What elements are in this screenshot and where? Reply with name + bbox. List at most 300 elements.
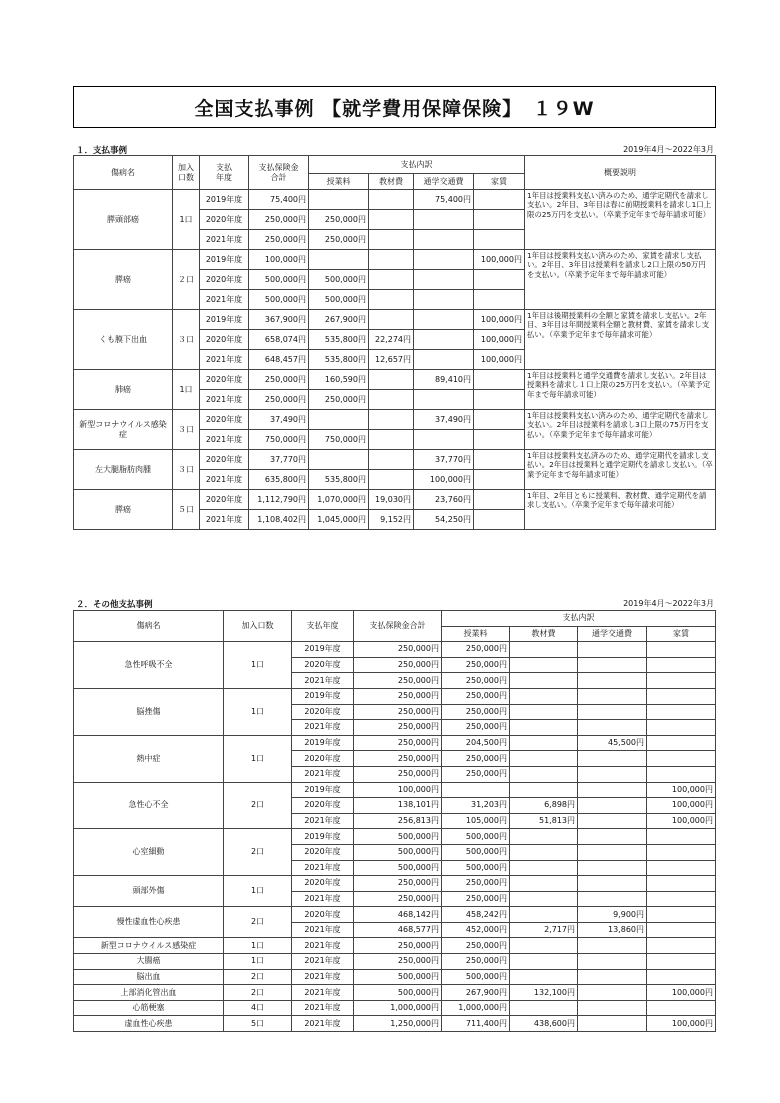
rent-value [647, 1000, 716, 1016]
materials-value [510, 844, 578, 860]
section1-period: 2019年4月～2022年3月 [623, 145, 714, 154]
units-value: 2口 [224, 907, 292, 938]
materials-value: 12,657円 [369, 350, 414, 370]
year-value: 2020年度 [200, 490, 249, 510]
tuition-value: 250,000円 [442, 938, 510, 954]
rent-value [474, 210, 525, 230]
tuition-value: 250,000円 [309, 210, 369, 230]
disease-name: 新型コロナウイルス感染症 [74, 938, 224, 954]
year-value: 2021年度 [292, 860, 354, 876]
year-value: 2021年度 [292, 720, 354, 736]
section2-period: 2019年4月～2022年3月 [623, 599, 714, 608]
year-value: 2019年度 [200, 310, 249, 330]
units-value: ３口 [173, 310, 200, 370]
summary-note: 1年目は授業料支払い済みのため、通学定期代を請求し支払い。2年目は授業料を請求し3口上限の75万円を支払い。（卒業予定年まで毎年請求可能） [525, 410, 716, 450]
disease-name: 心室細動 [74, 829, 224, 876]
commute-value [578, 954, 647, 970]
rent-value: 100,000円 [647, 798, 716, 814]
commute-value [414, 270, 474, 290]
total-value: 100,000円 [249, 250, 309, 270]
year-value: 2021年度 [292, 922, 354, 938]
rent-value [474, 370, 525, 390]
rent-value: 100,000円 [474, 350, 525, 370]
col-tuition-header: 授業料 [442, 626, 510, 642]
materials-value [510, 735, 578, 751]
materials-value [369, 210, 414, 230]
disease-name: 心筋梗塞 [74, 1000, 224, 1016]
total-value: 138,101円 [354, 798, 442, 814]
materials-value [510, 704, 578, 720]
rent-value [647, 938, 716, 954]
units-value: 1口 [173, 190, 200, 250]
summary-note: 1年目、2年目ともに授業料、教材費、通学定期代を請求し支払い。（卒業予定年まで毎年請求可能） [525, 490, 716, 530]
rent-value [647, 766, 716, 782]
col-rent-header: 家賃 [647, 626, 716, 642]
units-value: 1口 [224, 735, 292, 782]
tuition-value: 500,000円 [442, 829, 510, 845]
materials-value [510, 954, 578, 970]
total-value: 1,000,000円 [354, 1000, 442, 1016]
year-value: 2020年度 [292, 844, 354, 860]
units-value: 2口 [224, 829, 292, 876]
commute-value: 9,900円 [578, 907, 647, 923]
rent-value [474, 430, 525, 450]
materials-value [369, 230, 414, 250]
year-value: 2019年度 [200, 190, 249, 210]
units-value: 2口 [224, 782, 292, 829]
total-value: 648,457円 [249, 350, 309, 370]
year-value: 2019年度 [292, 735, 354, 751]
rent-value [474, 270, 525, 290]
total-value: 250,000円 [354, 938, 442, 954]
total-value: 250,000円 [354, 766, 442, 782]
disease-name: 熱中症 [74, 735, 224, 782]
materials-value: 2,717円 [510, 922, 578, 938]
col-summary-header: 概要説明 [525, 156, 716, 190]
commute-value [578, 1000, 647, 1016]
commute-value [414, 390, 474, 410]
table-row [74, 450, 716, 470]
col-materials-header: 教材費 [369, 174, 414, 190]
total-value: 250,000円 [354, 720, 442, 736]
units-value: 1口 [224, 954, 292, 970]
col-total-header: 支払保険金合計 [354, 611, 442, 642]
tuition-value: 458,242円 [442, 907, 510, 923]
rent-value [647, 751, 716, 767]
tuition-value: 452,000円 [442, 922, 510, 938]
disease-name: 上部消化管出血 [74, 985, 224, 1001]
year-value: 2020年度 [200, 330, 249, 350]
year-value: 2020年度 [292, 798, 354, 814]
tuition-value: 250,000円 [442, 954, 510, 970]
tuition-value: 500,000円 [442, 969, 510, 985]
col-materials-header: 教材費 [510, 626, 578, 642]
rent-value [647, 720, 716, 736]
tuition-value: 160,590円 [309, 370, 369, 390]
commute-value [578, 969, 647, 985]
commute-value [414, 290, 474, 310]
rent-value: 100,000円 [647, 782, 716, 798]
table-row [74, 954, 716, 970]
units-value: ５口 [173, 490, 200, 530]
materials-value [510, 891, 578, 907]
units-value: 1口 [224, 938, 292, 954]
commute-value [414, 230, 474, 250]
total-value: 250,000円 [354, 954, 442, 970]
tuition-value [442, 782, 510, 798]
materials-value [510, 766, 578, 782]
table-row [74, 938, 716, 954]
col-tuition-header: 授業料 [309, 174, 369, 190]
commute-value: 100,000円 [414, 470, 474, 490]
year-value: 2021年度 [292, 985, 354, 1001]
tuition-value: 250,000円 [442, 891, 510, 907]
commute-value [578, 876, 647, 892]
col-total-header: 支払保険金 合計 [249, 156, 309, 190]
year-value: 2021年度 [292, 766, 354, 782]
col-year-header: 支払 年度 [200, 156, 249, 190]
materials-value: 19,030円 [369, 490, 414, 510]
commute-value [578, 673, 647, 689]
commute-value [578, 720, 647, 736]
page-title-box [73, 86, 716, 128]
materials-value [369, 250, 414, 270]
rent-value [647, 704, 716, 720]
rent-value [647, 829, 716, 845]
total-value: 250,000円 [249, 230, 309, 250]
disease-name: 左大腿脂肪肉腫 [74, 450, 173, 490]
materials-value [510, 969, 578, 985]
total-value: 256,813円 [354, 813, 442, 829]
tuition-value: 250,000円 [442, 657, 510, 673]
commute-value [578, 704, 647, 720]
year-value: 2019年度 [292, 782, 354, 798]
year-value: 2021年度 [292, 938, 354, 954]
table-row [74, 370, 716, 390]
year-value: 2020年度 [292, 704, 354, 720]
materials-value [369, 470, 414, 490]
col-commute-header: 通学交通費 [578, 626, 647, 642]
table-row [74, 876, 716, 892]
summary-note: 1年目は後期授業料の全額と家賃を請求し支払い。2年目、3年目は年間授業料全額と教材費、家賃を請求し支払い。（卒業予定年まで毎年請求可能） [525, 310, 716, 370]
year-value: 2020年度 [292, 876, 354, 892]
rent-value [647, 954, 716, 970]
tuition-value: 105,000円 [442, 813, 510, 829]
table-row [74, 490, 716, 510]
commute-value: 37,770円 [414, 450, 474, 470]
tuition-value: 750,000円 [309, 430, 369, 450]
total-value: 635,800円 [249, 470, 309, 490]
table-row [74, 969, 716, 985]
commute-value [578, 844, 647, 860]
year-value: 2021年度 [200, 230, 249, 250]
rent-value [647, 891, 716, 907]
tuition-value: 711,400円 [442, 1016, 510, 1032]
year-value: 2021年度 [292, 1016, 354, 1032]
rent-value [647, 907, 716, 923]
units-value: ３口 [173, 410, 200, 450]
tuition-value: 267,900円 [442, 985, 510, 1001]
materials-value: 438,600円 [510, 1016, 578, 1032]
disease-name: 脳挫傷 [74, 688, 224, 735]
rent-value [474, 390, 525, 410]
disease-name: くも膜下出血 [74, 310, 173, 370]
materials-value [510, 860, 578, 876]
section2-heading: ２．その他支払事例 [76, 600, 153, 610]
tuition-value: 250,000円 [309, 230, 369, 250]
materials-value [369, 190, 414, 210]
total-value: 500,000円 [354, 985, 442, 1001]
commute-value [414, 330, 474, 350]
payment-cases-table [73, 155, 716, 530]
commute-value [414, 310, 474, 330]
tuition-value: 535,800円 [309, 330, 369, 350]
commute-value [414, 210, 474, 230]
rent-value [474, 470, 525, 490]
tuition-value: 250,000円 [442, 751, 510, 767]
tuition-value: 204,500円 [442, 735, 510, 751]
rent-value [474, 490, 525, 510]
total-value: 500,000円 [249, 270, 309, 290]
tuition-value: 250,000円 [309, 390, 369, 410]
year-value: 2020年度 [200, 450, 249, 470]
total-value: 75,400円 [249, 190, 309, 210]
rent-value [474, 510, 525, 530]
col-rent-header: 家賃 [474, 174, 525, 190]
rent-value: 100,000円 [647, 1016, 716, 1032]
col-disease-header: 傷病名 [74, 156, 173, 190]
total-value: 1,250,000円 [354, 1016, 442, 1032]
commute-value [414, 250, 474, 270]
year-value: 2021年度 [292, 969, 354, 985]
year-value: 2020年度 [292, 751, 354, 767]
materials-value [369, 390, 414, 410]
year-value: 2021年度 [200, 470, 249, 490]
materials-value [510, 642, 578, 658]
table-row [74, 250, 716, 270]
table-row [74, 735, 716, 751]
total-value: 250,000円 [354, 735, 442, 751]
materials-value [369, 450, 414, 470]
table-row [74, 1016, 716, 1032]
summary-note: 1年目は授業料支払い済みのため、通学定期代を請求し支払い。2年目、3年目は春に前期授業料を請求し1口上限の25万円を支払い。（卒業予定年まで毎年請求可能） [525, 190, 716, 250]
rent-value: 100,000円 [647, 813, 716, 829]
year-value: 2020年度 [200, 210, 249, 230]
total-value: 367,900円 [249, 310, 309, 330]
tuition-value: 250,000円 [442, 688, 510, 704]
materials-value [369, 370, 414, 390]
disease-name: 急性呼吸不全 [74, 642, 224, 689]
tuition-value: 500,000円 [309, 270, 369, 290]
table-row [74, 410, 716, 430]
table-row [74, 190, 716, 210]
commute-value [578, 891, 647, 907]
materials-value: 132,100円 [510, 985, 578, 1001]
total-value: 500,000円 [354, 844, 442, 860]
other-payment-cases-table [73, 610, 716, 1032]
materials-value [369, 290, 414, 310]
tuition-value: 500,000円 [442, 844, 510, 860]
summary-note: 1年目は授業料支払い済みのため、家賃を請求し支払い。2年目、3年目は授業料を請求し2口上限の50万円を支払い。（卒業予定年まで毎年請求可能） [525, 250, 716, 310]
total-value: 250,000円 [249, 370, 309, 390]
total-value: 250,000円 [354, 642, 442, 658]
disease-name: 頭部外傷 [74, 876, 224, 907]
commute-value [578, 657, 647, 673]
total-value: 658,074円 [249, 330, 309, 350]
tuition-value: 500,000円 [309, 290, 369, 310]
total-value: 100,000円 [354, 782, 442, 798]
total-value: 468,142円 [354, 907, 442, 923]
year-value: 2021年度 [292, 1000, 354, 1016]
commute-value: 13,860円 [578, 922, 647, 938]
total-value: 250,000円 [354, 751, 442, 767]
commute-value [578, 860, 647, 876]
materials-value: 22,274円 [369, 330, 414, 350]
tuition-value: 267,900円 [309, 310, 369, 330]
rent-value: 100,000円 [647, 985, 716, 1001]
tuition-value: 535,800円 [309, 470, 369, 490]
year-value: 2019年度 [292, 829, 354, 845]
rent-value [474, 190, 525, 210]
total-value: 250,000円 [354, 657, 442, 673]
tuition-value: 500,000円 [442, 860, 510, 876]
materials-value [510, 657, 578, 673]
year-value: 2020年度 [200, 370, 249, 390]
materials-value [369, 410, 414, 430]
commute-value [414, 350, 474, 370]
tuition-value: 1,000,000円 [442, 1000, 510, 1016]
tuition-value [309, 410, 369, 430]
disease-name: 新型コロナウイルス感染症 [74, 410, 173, 450]
units-value: 1口 [173, 370, 200, 410]
year-value: 2021年度 [292, 813, 354, 829]
commute-value [578, 642, 647, 658]
commute-value [578, 688, 647, 704]
materials-value [510, 829, 578, 845]
total-value: 250,000円 [249, 390, 309, 410]
disease-name: 大腸癌 [74, 954, 224, 970]
table-row [74, 985, 716, 1001]
table-row [74, 782, 716, 798]
rent-value [647, 860, 716, 876]
disease-name: 脳出血 [74, 969, 224, 985]
table-row [74, 642, 716, 658]
units-value: 2口 [224, 969, 292, 985]
col-breakdown-header: 支払内訳 [309, 156, 525, 174]
year-value: 2021年度 [200, 350, 249, 370]
materials-value [510, 907, 578, 923]
rent-value: 100,000円 [474, 330, 525, 350]
materials-value: 51,813円 [510, 813, 578, 829]
col-commute-header: 通学交通費 [414, 174, 474, 190]
total-value: 250,000円 [354, 891, 442, 907]
total-value: 500,000円 [354, 829, 442, 845]
materials-value [510, 782, 578, 798]
materials-value [510, 720, 578, 736]
col-disease-header: 傷病名 [74, 611, 224, 642]
commute-value [578, 985, 647, 1001]
commute-value: 75,400円 [414, 190, 474, 210]
table-row [74, 310, 716, 330]
year-value: 2021年度 [200, 290, 249, 310]
table-row [74, 688, 716, 704]
total-value: 37,490円 [249, 410, 309, 430]
commute-value: 89,410円 [414, 370, 474, 390]
total-value: 500,000円 [249, 290, 309, 310]
col-year-header: 支払年度 [292, 611, 354, 642]
table-row [74, 1000, 716, 1016]
materials-value [369, 310, 414, 330]
tuition-value [309, 450, 369, 470]
materials-value [510, 876, 578, 892]
rent-value [647, 673, 716, 689]
summary-note: 1年目は授業料支払済みのため、通学定期代を請求し支払い。2年目は授業料と通学定期代を請求し支払い。（卒業予定年まで毎年請求可能） [525, 450, 716, 490]
tuition-value: 1,045,000円 [309, 510, 369, 530]
rent-value [474, 290, 525, 310]
rent-value [647, 876, 716, 892]
commute-value [578, 751, 647, 767]
commute-value: 23,760円 [414, 490, 474, 510]
total-value: 250,000円 [249, 210, 309, 230]
tuition-value: 31,203円 [442, 798, 510, 814]
materials-value [510, 688, 578, 704]
materials-value [510, 673, 578, 689]
total-value: 250,000円 [354, 673, 442, 689]
disease-name: 肺癌 [74, 370, 173, 410]
rent-value [647, 922, 716, 938]
commute-value [578, 829, 647, 845]
total-value: 468,577円 [354, 922, 442, 938]
tuition-value: 535,800円 [309, 350, 369, 370]
rent-value [647, 735, 716, 751]
commute-value [578, 938, 647, 954]
units-value: 1口 [224, 876, 292, 907]
materials-value: 9,152円 [369, 510, 414, 530]
commute-value: 37,490円 [414, 410, 474, 430]
rent-value [647, 688, 716, 704]
materials-value [510, 1000, 578, 1016]
total-value: 500,000円 [354, 860, 442, 876]
tuition-value: 250,000円 [442, 673, 510, 689]
disease-name: 虚血性心疾患 [74, 1016, 224, 1032]
rent-value [647, 642, 716, 658]
commute-value [578, 798, 647, 814]
commute-value: 45,500円 [578, 735, 647, 751]
materials-value: 6,898円 [510, 798, 578, 814]
year-value: 2019年度 [200, 250, 249, 270]
year-value: 2021年度 [292, 673, 354, 689]
tuition-value: 1,070,000円 [309, 490, 369, 510]
table-row [74, 829, 716, 845]
year-value: 2019年度 [292, 642, 354, 658]
col-breakdown-header: 支払内訳 [442, 611, 716, 627]
tuition-value: 250,000円 [442, 642, 510, 658]
tuition-value [309, 250, 369, 270]
commute-value [578, 1016, 647, 1032]
rent-value: 100,000円 [474, 310, 525, 330]
total-value: 250,000円 [354, 876, 442, 892]
disease-name: 急性心不全 [74, 782, 224, 829]
commute-value [578, 766, 647, 782]
tuition-value: 250,000円 [442, 766, 510, 782]
units-value: 4口 [224, 1000, 292, 1016]
disease-name: 膵頭部癌 [74, 190, 173, 250]
page-title: 全国支払事例 【就学費用保障保険】 １９W [194, 97, 595, 120]
rent-value [474, 410, 525, 430]
section1-heading: １．支払事例 [76, 146, 128, 156]
total-value: 1,112,790円 [249, 490, 309, 510]
rent-value [474, 230, 525, 250]
